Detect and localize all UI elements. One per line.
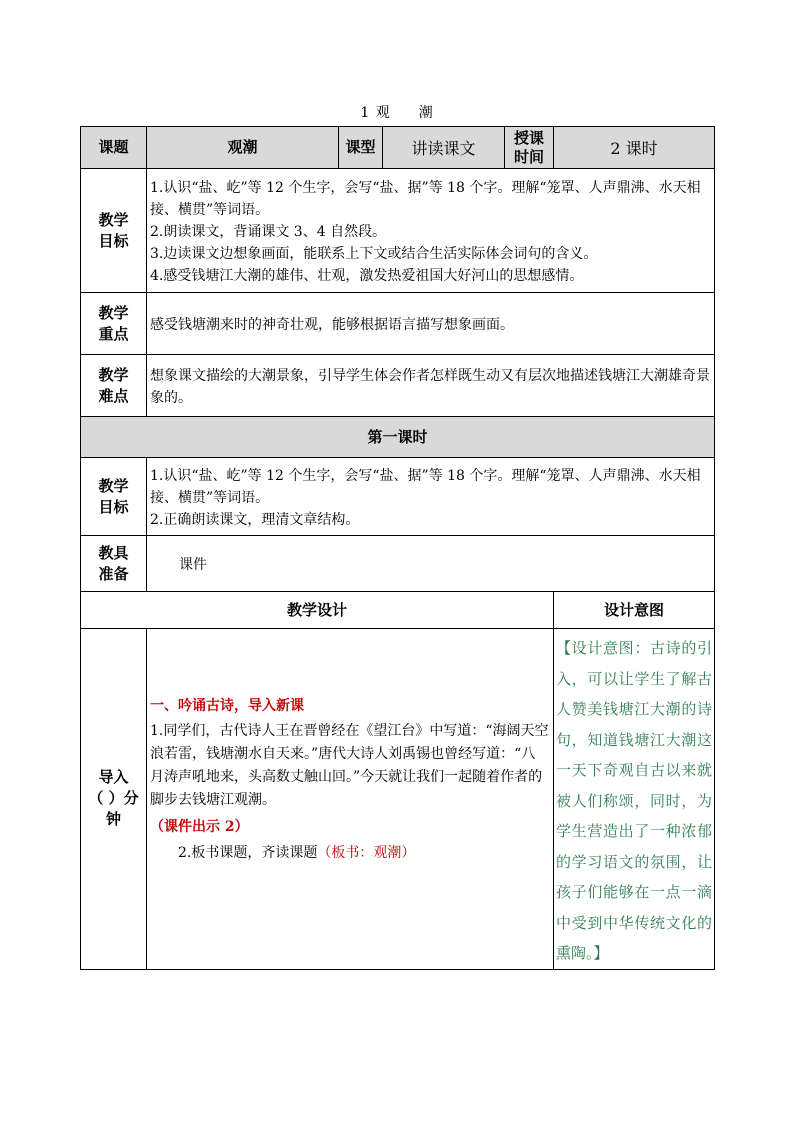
intro-label: 导入 （ ）分 钟 bbox=[81, 629, 147, 970]
goal-item: 3.边读课文边想象画面，能联系上下文或结合生活实际体会词句的含义。 bbox=[150, 245, 598, 262]
period-goals-label: 教学 目标 bbox=[81, 458, 147, 536]
goals-label: 教学 目标 bbox=[81, 169, 147, 293]
goal-item: 2.正确朗读课文，理清文章结构。 bbox=[150, 511, 360, 528]
goal-item: 1.认识“盐、屹”等 12 个生字，会写“盐、据”等 18 个字。理解“笼罩、人声鼎沸、水天相接、横贯”等词语。 bbox=[150, 179, 701, 218]
difficulties-label: 教学 难点 bbox=[81, 355, 147, 417]
goal-item: 2.朗读课文，背诵课文 3、4 自然段。 bbox=[150, 223, 387, 240]
type-label: 课型 bbox=[339, 127, 383, 169]
first-period-title: 第一课时 bbox=[81, 417, 715, 458]
period-goals-row bbox=[81, 458, 715, 536]
tools-label: 教具 准备 bbox=[81, 536, 147, 592]
title-part-1: 观 bbox=[375, 105, 391, 121]
header-row bbox=[81, 127, 715, 169]
design-header-row bbox=[81, 592, 715, 629]
intent-header: 设计意图 bbox=[554, 592, 715, 629]
tools-row bbox=[81, 536, 715, 592]
design-header: 教学设计 bbox=[81, 592, 554, 629]
intro-intent: 【设计意图：古诗的引入，可以让学生了解古人赞美钱塘江大潮的诗句，知道钱塘江大潮这一天下奇观自古以来就被人们称颂，同时，为学生营造出了一种浓郁的学习语文的氛围，让孩子们能够在一点一滴中受到中华传统文化的熏陶。】 bbox=[554, 629, 715, 970]
courseware-note: （课件出示 2） bbox=[150, 819, 249, 835]
time-label: 授课 时间 bbox=[505, 127, 554, 169]
key-points-text: 感受钱塘潮来时的神奇壮观，能够根据语言描写想象画面。 bbox=[147, 293, 715, 355]
page-title bbox=[0, 102, 794, 122]
title-part-2: 潮 bbox=[418, 105, 434, 121]
first-period-row bbox=[81, 417, 715, 458]
intro-design bbox=[147, 629, 554, 970]
time-value: 2 课时 bbox=[554, 127, 715, 169]
key-points-label: 教学 重点 bbox=[81, 293, 147, 355]
goals-list bbox=[147, 169, 715, 293]
intro-heading: 一、吟诵古诗，导入新课 bbox=[150, 698, 304, 714]
lesson-value: 观潮 bbox=[147, 127, 339, 169]
step-2: 2.板书课题，齐读课题（板书：观潮） bbox=[178, 845, 416, 861]
lesson-label: 课题 bbox=[81, 127, 147, 169]
lesson-plan-table bbox=[80, 126, 715, 970]
difficulties-text: 想象课文描绘的大潮景象，引导学生体会作者怎样既生动又有层次地描述钱塘江大潮雄奇景象的。 bbox=[147, 355, 715, 417]
difficulties-row bbox=[81, 355, 715, 417]
goals-row bbox=[81, 169, 715, 293]
intro-paragraph: 1.同学们，古代诗人王在晋曾经在《望江台》中写道：“海阔天空浪若雷，钱塘潮水自天来。”唐代大诗人刘禹锡也曾经写道：“八月涛声吼地来，头高数丈触山回。”今天就让我们一起随着作者的脚步去钱塘江观潮。 bbox=[150, 723, 549, 808]
goal-item: 4.感受钱塘江大潮的雄伟、壮观，激发热爱祖国大好河山的思想感情。 bbox=[150, 267, 584, 284]
intro-row bbox=[81, 629, 715, 970]
board-note: （板书：观潮） bbox=[317, 845, 416, 861]
tools-value: 课件 bbox=[147, 536, 715, 592]
title-number: 1 bbox=[360, 105, 371, 121]
key-points-row bbox=[81, 293, 715, 355]
goal-item: 1.认识“盐、屹”等 12 个生字，会写“盐、据”等 18 个字。理解“笼罩、人声鼎沸、水天相接、横贯”等词语。 bbox=[150, 467, 701, 506]
period-goals-list bbox=[147, 458, 715, 536]
type-value: 讲读课文 bbox=[383, 127, 505, 169]
